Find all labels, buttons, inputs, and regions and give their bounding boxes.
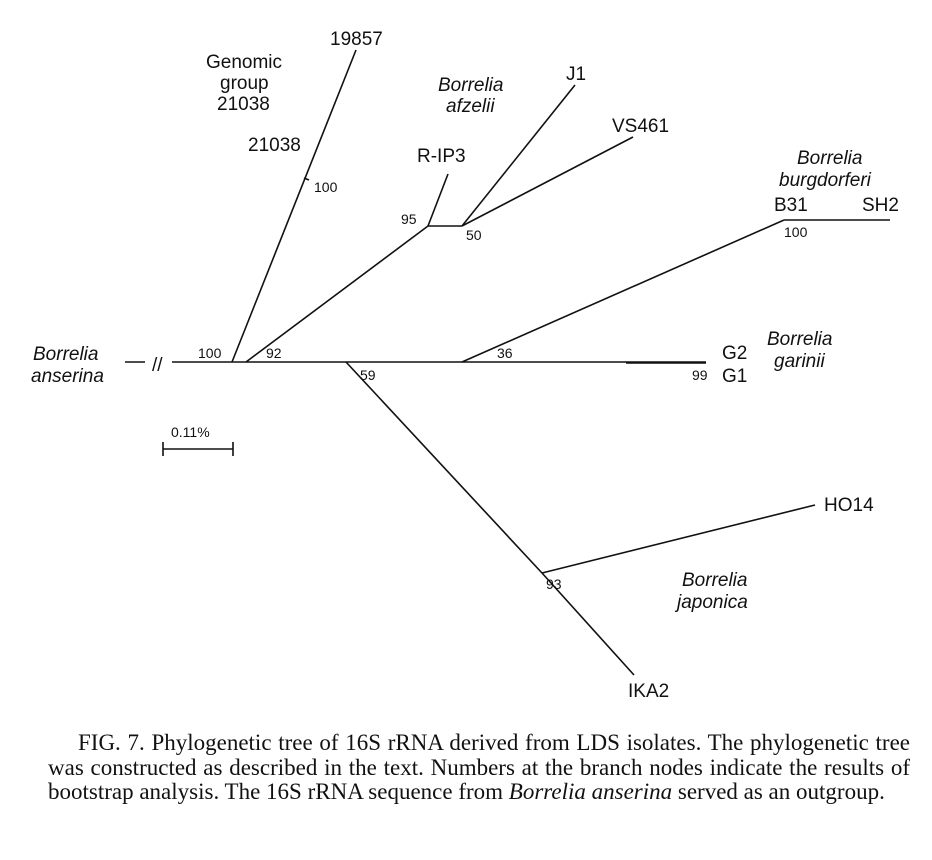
branch-ho14 — [542, 505, 815, 573]
leaf-vs461: VS461 — [612, 116, 670, 137]
leaf-sh2: SH2 — [862, 195, 899, 216]
garinii-label-line1: Borrelia — [767, 329, 833, 350]
branch-burgdorferi-stem — [462, 220, 784, 362]
genomic-group-label-line2: group — [220, 73, 269, 94]
burgdorferi-label-line2: burgdorferi — [779, 170, 871, 191]
bootstrap-92: 92 — [266, 345, 282, 361]
outgroup-label-line1: Borrelia — [33, 344, 99, 365]
leaf-g2: G2 — [722, 343, 748, 364]
afzelii-label-line2: afzelii — [446, 96, 495, 117]
garinii-label-line2: garinii — [774, 351, 825, 372]
bootstrap-99: 99 — [692, 367, 708, 383]
leaf-ho14: HO14 — [824, 495, 874, 516]
bootstrap-root: 100 — [198, 345, 222, 361]
bootstrap-93: 93 — [546, 576, 562, 592]
leaf-g1: G1 — [722, 366, 748, 387]
leaf-b31: B31 — [774, 195, 808, 216]
bootstrap-36: 36 — [497, 345, 513, 361]
branch-rip3 — [428, 174, 448, 226]
bootstrap-21038: 100 — [314, 179, 338, 195]
burgdorferi-label-line1: Borrelia — [797, 148, 863, 169]
caption-text: FIG. 7. Phylogenetic tree of 16S rRNA derived from LDS isolates. The phylogenetic tree was constructed as described in the text. Numbers at the branch nodes indicate the results of bootstrap analysis. The 16S rRNA sequence from — [48, 730, 910, 804]
leaf-19857: 19857 — [330, 29, 383, 50]
leaf-21038: 21038 — [248, 135, 301, 156]
branch-afzelii-stem — [246, 226, 428, 362]
outgroup-label-line2: anserina — [31, 366, 104, 387]
bootstrap-50: 50 — [466, 227, 482, 243]
bootstrap-59: 59 — [360, 367, 376, 383]
genomic-group-label-line3: 21038 — [217, 94, 270, 115]
branch-japonica-stem — [346, 362, 542, 573]
japonica-label-line1: Borrelia — [682, 570, 748, 591]
branch-vs461 — [462, 137, 633, 226]
bootstrap-b31: 100 — [784, 224, 808, 240]
figure-caption — [48, 731, 910, 805]
genomic-group-label-line1: Genomic — [206, 52, 283, 73]
caption-text-end: served as an outgroup. — [672, 779, 885, 804]
bootstrap-95: 95 — [401, 211, 417, 227]
leaf-ika2: IKA2 — [628, 681, 670, 700]
caption-species: Borrelia anserina — [508, 779, 673, 804]
branch-break-mark: // — [152, 355, 163, 376]
leaf-rip3: R-IP3 — [417, 146, 466, 167]
japonica-label-line2: japonica — [677, 592, 748, 613]
afzelii-label-line1: Borrelia — [438, 75, 504, 96]
scale-label: 0.11% — [171, 424, 210, 440]
leaf-j1: J1 — [566, 64, 587, 85]
